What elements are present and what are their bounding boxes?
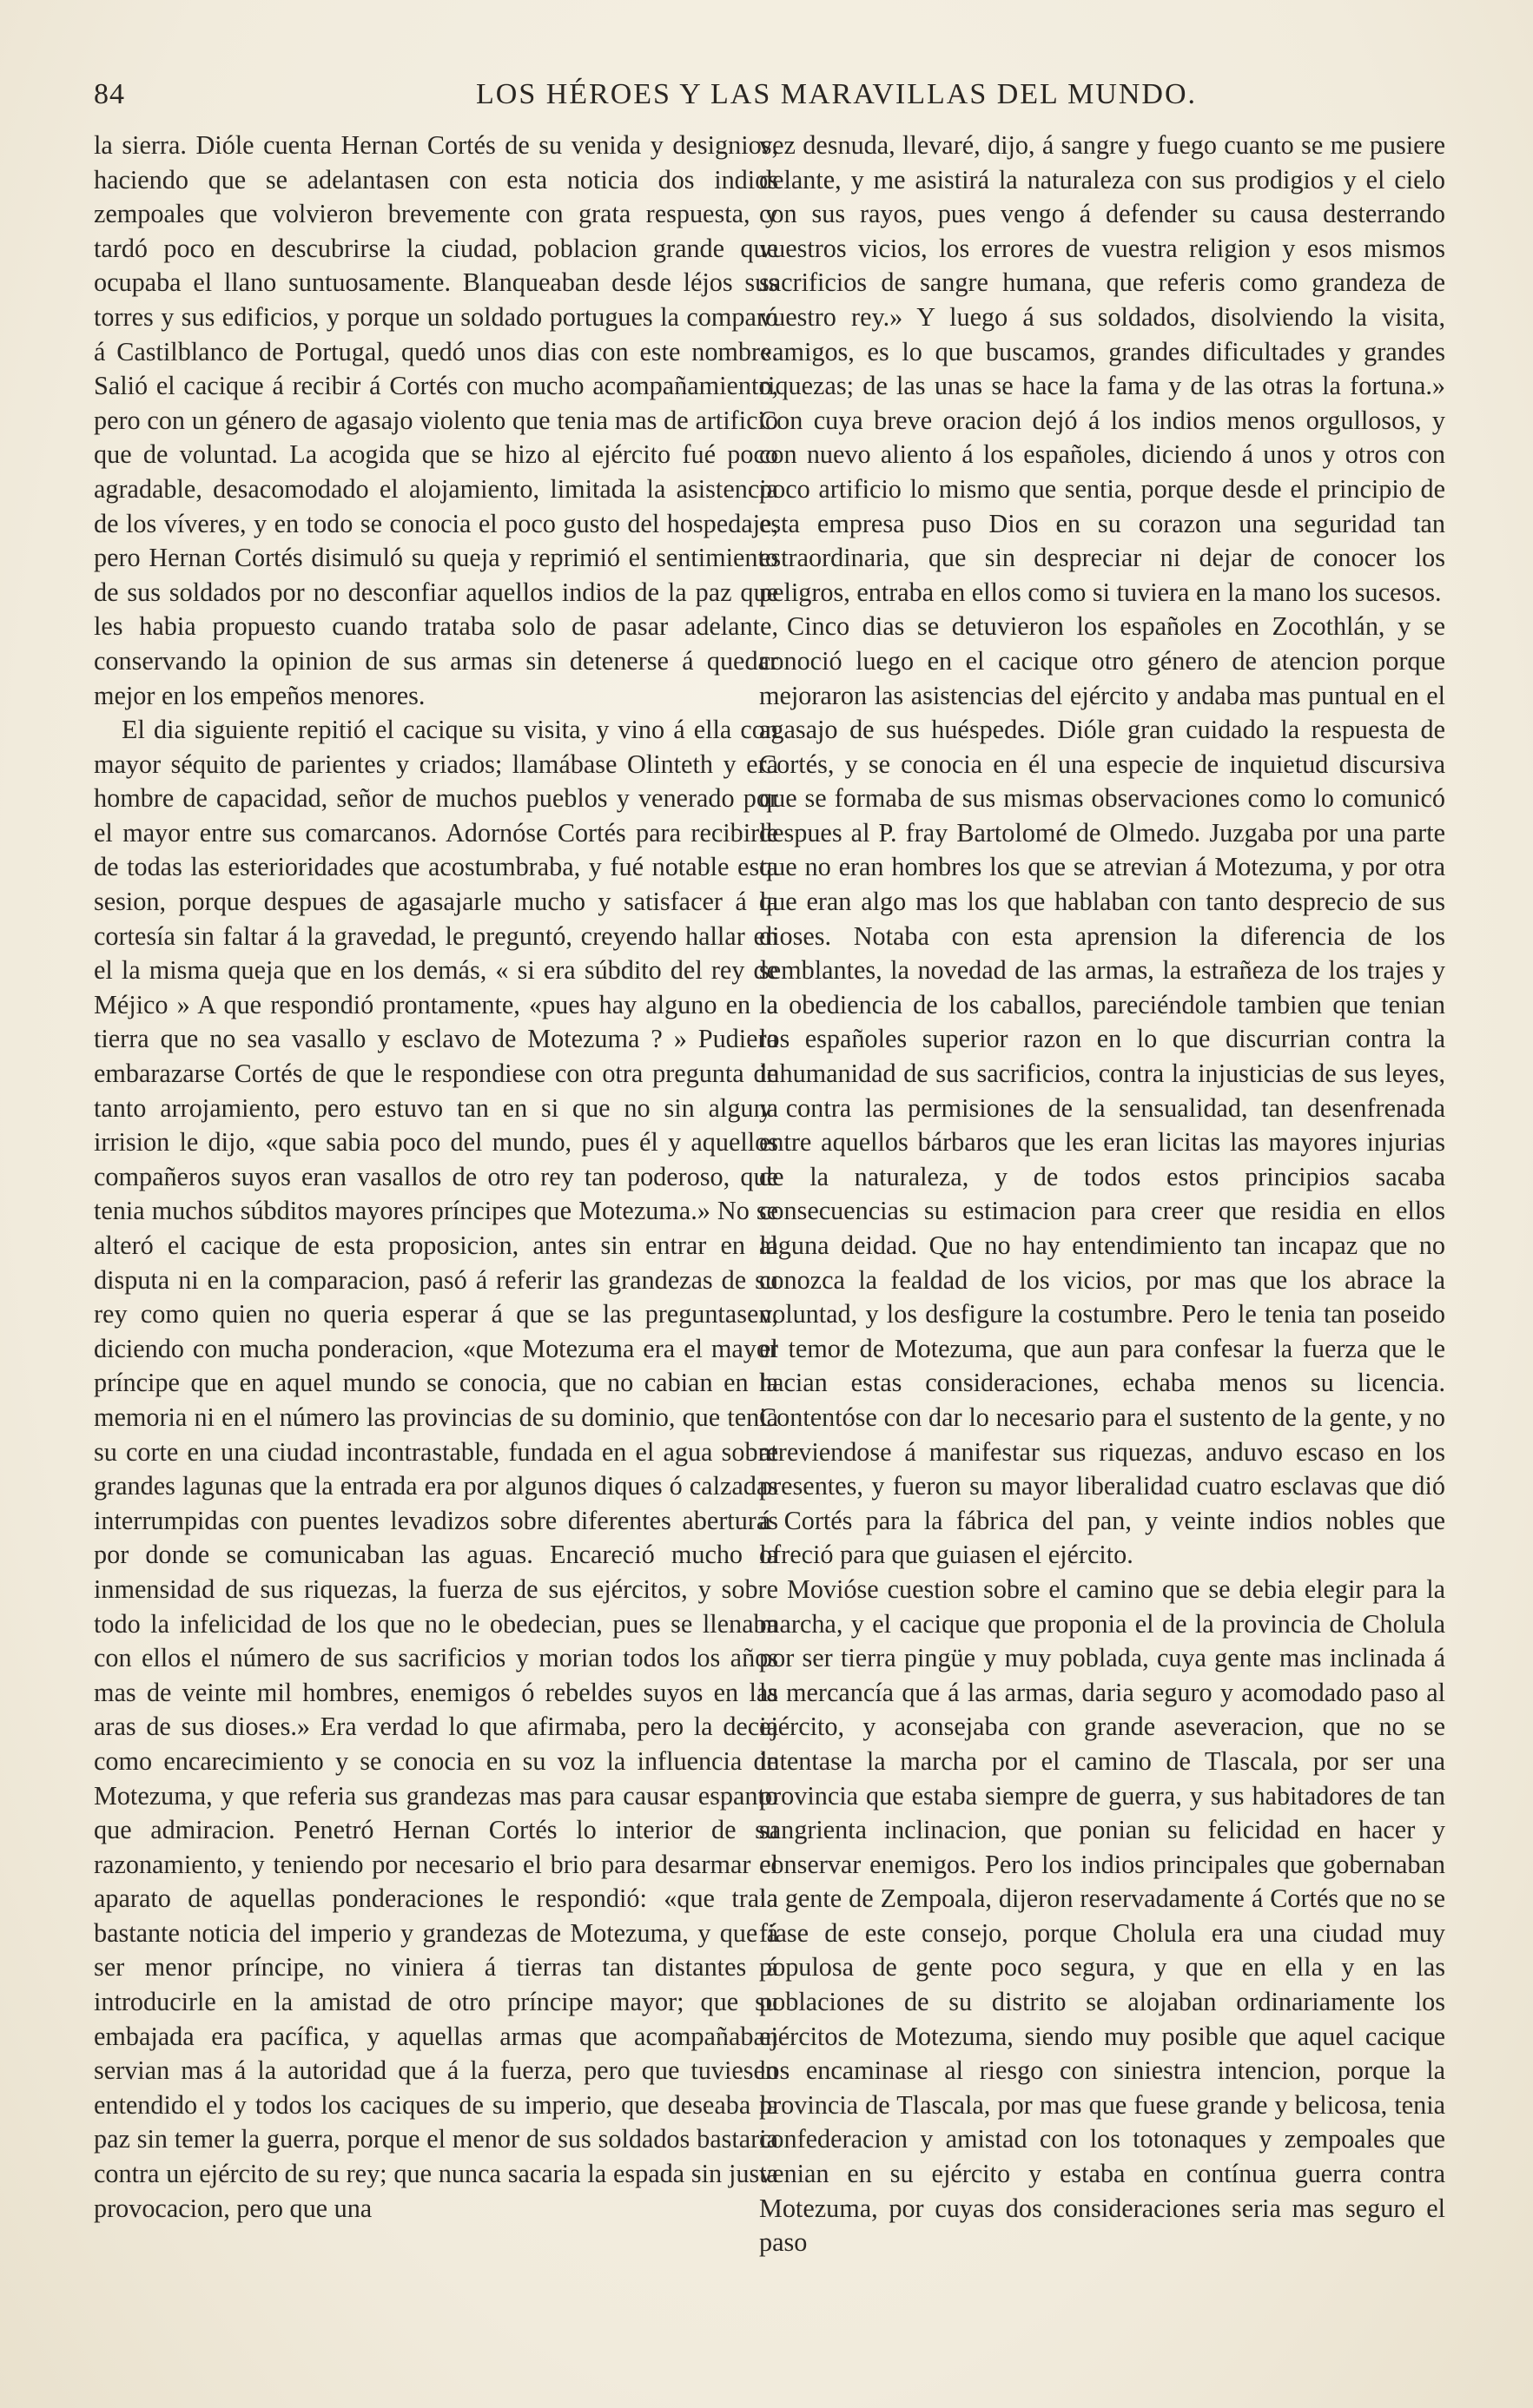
page-header	[94, 78, 1449, 118]
page-number: 84	[94, 78, 125, 110]
paragraph: vez desnuda, llevaré, dijo, á sangre y fuego cuanto se me pusiere delante, y me asistirá la naturaleza con sus prodigios y el cielo con sus rayos, pues vengo á defender su causa desterrando vuestros vicios, los errores de vuestra religion y esos mismos sacrificios de sangre humana, que referis como grandeza de vuestro rey.» Y luego á sus soldados, disolviendo la visita, «amigos, es lo que buscamos, grandes dificultades y grandes riquezas; de las unas se hace la fama y de las otras la fortuna.» Con cuya breve oracion dejó á los indios menos orgullosos, y con nuevo aliento á los españoles, diciendo á unos y otros con poco artificio lo mismo que sentia, porque desde el principio de esta empresa puso Dios en su corazon una seguridad tan estraordinaria, que sin despreciar ni dejar de conocer los peligros, entraba en ellos como si tuviera en la mano los sucesos.	[759, 130, 1445, 607]
paragraph: la sierra. Dióle cuenta Hernan Cortés de su venida y designios, haciendo que se adelantasen con esta noticia dos indios zempoales que volvieron brevemente con grata respuesta, y tardó poco en descubrirse la ciudad, poblacion grande que ocupaba el llano suntuosamente. Blanqueaban desde léjos sus torres y sus edificios, y porque un soldado portugues la comparó á Castilblanco de Portugal, quedó unos dias con este nombre. Salió el cacique á recibir á Cortés con mucho acompañamiento, pero con un género de agasajo violento que tenia mas de artificio que de voluntad. La acogida que se hizo al ejército fué poco agradable, desacomodado el alojamiento, limitada la asistencia de los víveres, y en todo se conocia el poco gusto del hospedaje, pero Hernan Cortés disimuló su queja y reprimió el sentimiento de sus soldados por no desconfiar aquellos indios de la paz que les habia propuesto cuando trataba solo de pasar adelante, conservando la opinion de sus armas sin detenerse á quedar mejor en los empeños menores.	[94, 130, 778, 710]
paragraph: Cinco dias se detuvieron los españoles en Zocothlán, y se conoció luego en el cacique otro género de atencion porque mejoraron las asistencias del ejército y andaba mas puntual en el agasajo de sus huéspedes. Dióle gran cuidado la respuesta de Cortés, y se conocia en él una especie de inquietud discursiva que se formaba de sus mismas observaciones como lo comunicó despues al P. fray Bartolomé de Olmedo. Juzgaba por una parte que no eran hombres los que se atrevian á Motezuma, y por otra que eran algo mas los que hablaban con tanto desprecio de sus dioses. Notaba con esta aprension la diferencia de los semblantes, la novedad de las armas, la estrañeza de los trajes y la obediencia de los caballos, pareciéndole tambien que tenian los españoles superior razon en lo que discurrian contra la inhumanidad de sus sacrificios, contra la injusticias de sus leyes, y contra las permisiones de la sensualidad, tan desenfrenada entre aquellos bárbaros que les eran licitas las mayores injurias de la naturaleza, y de todos estos principios sacaba consecuencias su estimacion para creer que residia en ellos alguna deidad. Que no hay entendimiento tan incapaz que no conozca la fealdad de los vicios, por mas que los abrace la voluntad, y los desfigure la costumbre. Pero le tenia tan poseido el temor de Motezuma, que aun para confesar la fuerza que le hacian estas consideraciones, echaba menos su licencia. Contentóse con dar lo necesario para el sustento de la gente, y no atreviendose á manifestar sus riquezas, anduvo escaso en los presentes, y fueron su mayor liberalidad cuatro esclavas que dió á Cortés para la fábrica del pan, y veinte indios nobles que ofreció para que guiasen el ejército.	[759, 611, 1445, 1570]
paragraph: El dia siguiente repitió el cacique su visita, y vino á ella con mayor séquito de parientes y criados; llamábase Olinteth y era hombre de capacidad, señor de muchos pueblos y venerado por el mayor entre sus comarcanos. Adornóse Cortés para recibirle de todas las esterioridades que acostumbraba, y fué notable esta sesion, porque despues de agasajarle mucho y satisfacer á la cortesía sin faltar á la gravedad, le preguntó, creyendo hallar en el la misma queja que en los demás, « si era súbdito del rey de Méjico » A que respondió prontamente, «pues hay alguno en la tierra que no sea vasallo y esclavo de Motezuma ? » Pudiera embarazarse Cortés de que le respondiese con otra pregunta de tanto arrojamiento, pero estuvo tan en si que no sin alguna irrision le dijo, «que sabia poco del mundo, pues él y aquellos compañeros suyos eran vasallos de otro rey tan poderoso, que tenia muchos súbditos mayores príncipes que Motezuma.» No se alteró el cacique de esta proposicion, antes sin entrar en la disputa ni en la comparacion, pasó á referir las grandezas de su rey como quien no queria esperar á que se las preguntasen, diciendo con mucha ponderacion, «que Motezuma era el mayor príncipe que en aquel mundo se conocia, que no cabian en la memoria ni en el número las provincias de su dominio, que tenia su corte en una ciudad incontrastable, fundada en el agua sobre grandes lagunas que la entrada era por algunos diques ó calzadas interrumpidas con puentes levadizos sobre diferentes aberturas por donde se comunicaban las aguas. Encareció mucho la inmensidad de sus riquezas, la fuerza de sus ejércitos, y sobre todo la infelicidad de los que no le obedecian, pues se llenaba con ellos el número de sus sacrificios y morian todos los años mas de veinte mil hombres, enemigos ó rebeldes suyos en las aras de sus dioses.» Era verdad lo que afirmaba, pero la decia como encarecimiento y se conocia en su voz la influencia de Motezuma, y que referia sus grandezas mas para causar espanto que admiracion. Penetró Hernan Cortés lo interior de su razonamiento, y teniendo por necesario el brio para desarmar el aparato de aquellas ponderaciones le respondió: «que traia bastante noticia del imperio y grandezas de Motezuma, y que á ser menor príncipe, no viniera á tierras tan distantes á introducirle en la amistad de otro príncipe mayor; que su embajada era pacífica, y aquellas armas que acompañaban servian mas á la autoridad que á la fuerza, pero que tuviesen entendido el y todos los caciques de su imperio, que deseaba la paz sin temer la guerra, porque el menor de sus soldados bastaria contra un ejército de su rey; que nunca sacaria la espada sin justa provocacion, pero que una	[94, 715, 778, 2223]
left-column	[94, 129, 778, 2226]
right-column	[759, 129, 1445, 2260]
running-title: LOS HÉROES Y LAS MARAVILLAS DEL MUNDO.	[476, 78, 1198, 110]
paragraph: Movióse cuestion sobre el camino que se debia elegir para la marcha, y el cacique que proponia el de la provincia de Cholula por ser tierra pingüe y muy poblada, cuya gente mas inclinada á la mercancía que á las armas, daria seguro y acomodado paso al ejército, y aconsejaba con grande aseveracion, que no se intentase la marcha por el camino de Tlascala, por ser una provincia que estaba siempre de guerra, y sus habitadores de tan sangrienta inclinacion, que ponian su felicidad en hacer y conservar enemigos. Pero los indios principales que gobernaban la gente de Zempoala, dijeron reservadamente á Cortés que no se fiase de este consejo, porque Cholula era una ciudad muy populosa de gente poco segura, y que en ella y en las poblaciones de su distrito se alojaban ordinariamente los ejércitos de Motezuma, siendo muy posible que aquel cacique los encaminase al riesgo con siniestra intencion, porque la provincia de Tlascala, por mas que fuese grande y belicosa, tenia confederacion y amistad con los totonaques y zempoales que venian en su ejército y estaba en contínua guerra contra Motezuma, por cuyas dos consideraciones seria mas seguro el paso	[759, 1573, 1445, 2258]
